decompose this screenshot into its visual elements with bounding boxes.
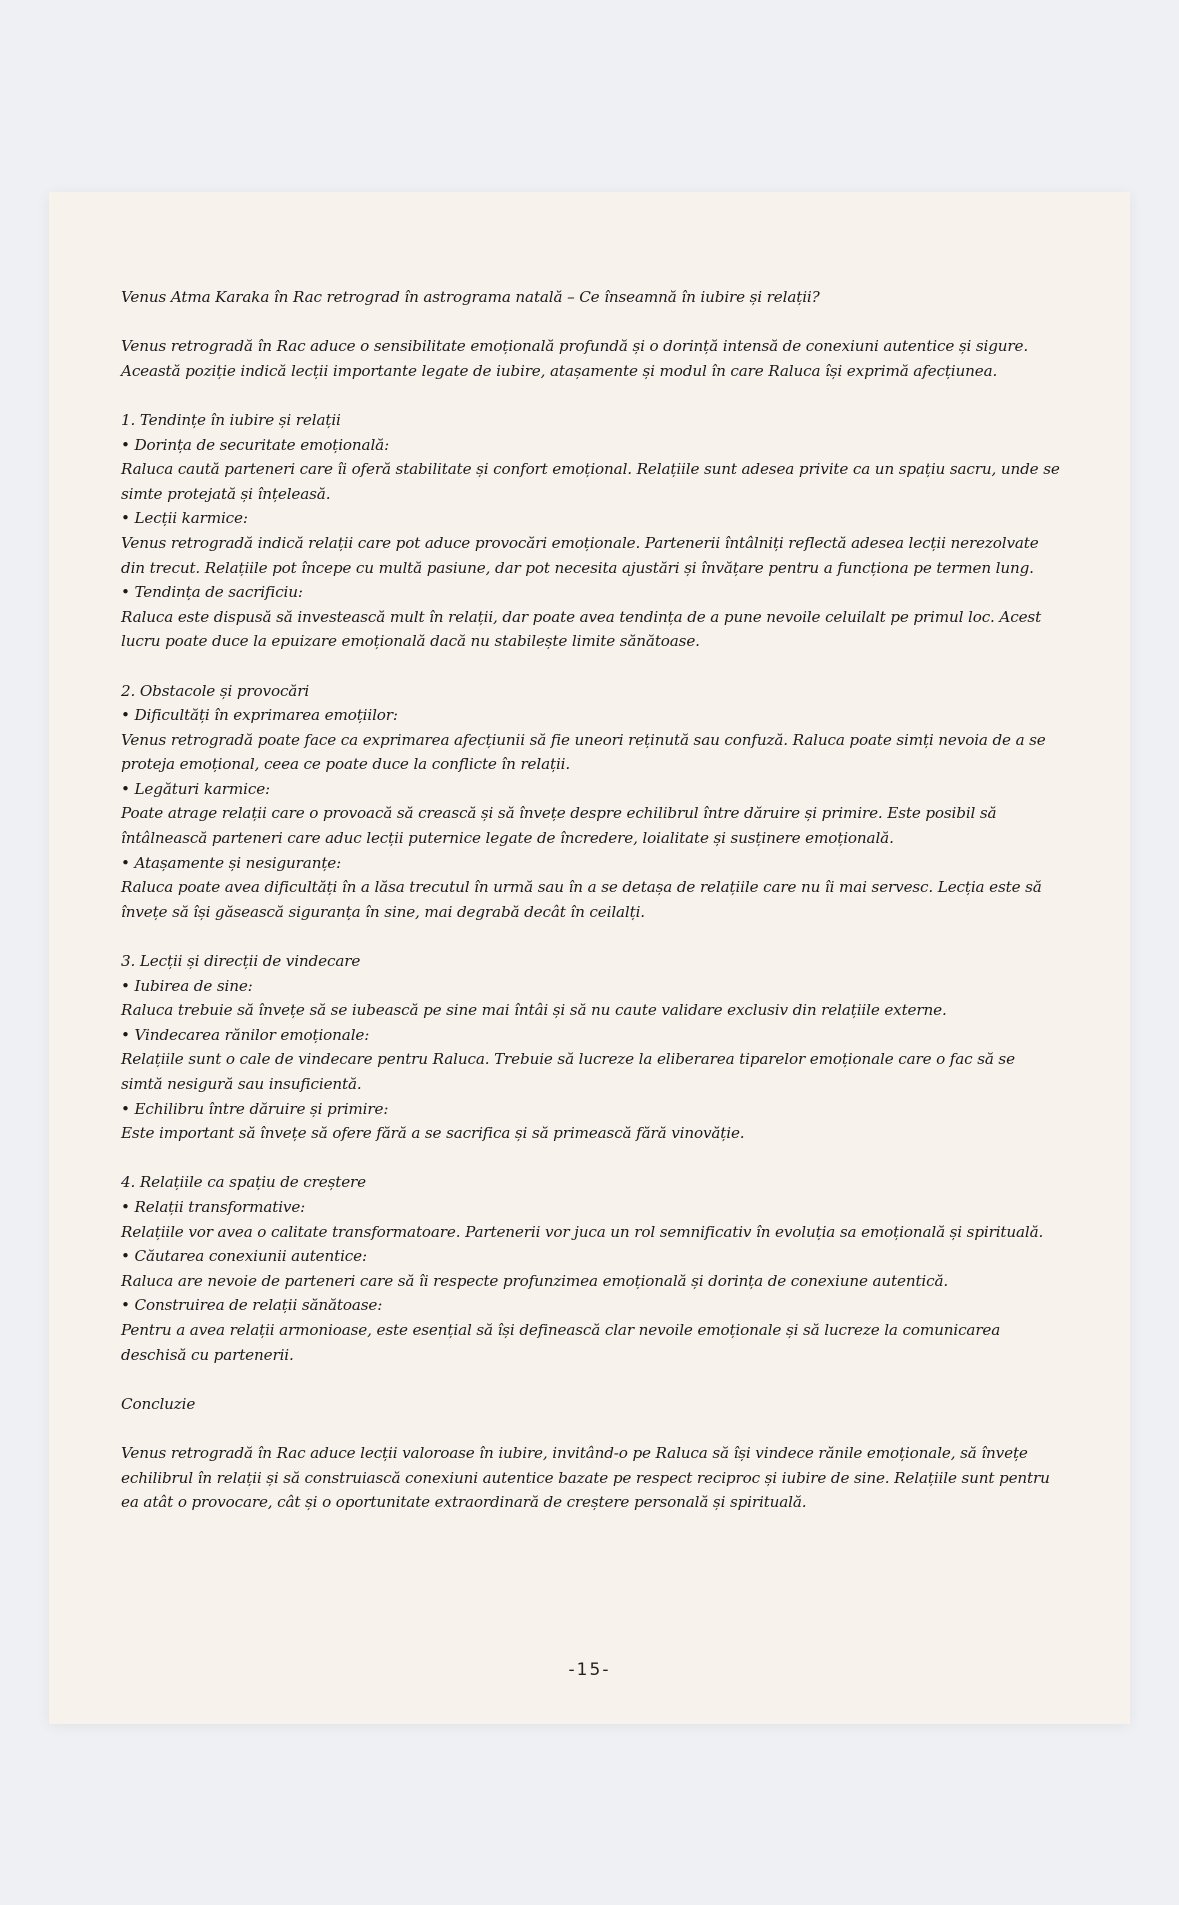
section-heading: 3. Lecții și direcții de vindecare — [121, 952, 361, 971]
bullet-label: • Lecții karmice: — [121, 509, 248, 528]
document-page — [49, 192, 1130, 1724]
section-heading: 4. Relațiile ca spațiu de creștere — [121, 1173, 366, 1192]
bullet-text: Relațiile vor avea o calitate transformatoare. Partenerii vor juca un rol semnificativ în evoluția sa emoțională și spirituală. — [121, 1222, 1044, 1241]
spacer — [121, 310, 1061, 335]
bullet-text: Raluca trebuie să învețe să se iubească pe sine mai întâi și să nu caute validare exclusiv din relațiile externe. — [121, 1001, 947, 1020]
conclusion-paragraph: Venus retrogradă în Rac aduce lecții valoroase în iubire, invitând-o pe Raluca să își vindece rănile emoționale, să învețe echilibrul în relații și să construiască conexiuni autentice bazate pe respect reciproc și iubire de sine. Relațiile sunt pentru ea atât o provocare, cât și o oportunitate extraordinară de creștere personală și spirituală. — [121, 1443, 1050, 1512]
bullet-label: • Iubirea de sine: — [121, 976, 253, 995]
page-content — [121, 285, 1061, 1515]
section-heading: 1. Tendințe în iubire și relații — [121, 410, 341, 429]
intro-paragraph: Venus retrogradă în Rac aduce o sensibilitate emoțională profundă și o dorință intensă de conexiuni autentice și sigure. Această poziție indică lecții importante legate de iubire, atașamente și modul în care Raluca își exprimă afecțiunea. — [121, 337, 1029, 380]
bullet-text: Raluca are nevoie de parteneri care să îi respecte profunzimea emoțională și dorința de conexiune autentică. — [121, 1271, 949, 1290]
bullet-label: • Căutarea conexiunii autentice: — [121, 1247, 367, 1266]
bullet-label: • Construirea de relații sănătoase: — [121, 1296, 383, 1315]
spacer — [121, 1416, 1061, 1441]
bullet-label: • Atașamente și nesiguranțe: — [121, 853, 342, 872]
bullet-text: Venus retrogradă poate face ca exprimarea afecțiunii să fie uneori reținută sau confuză. Raluca poate simți nevoia de a se proteja emoțional, ceea ce poate duce la conflicte în relații. — [121, 730, 1046, 774]
bullet-label: • Tendința de sacrificiu: — [121, 583, 303, 602]
spacer — [121, 1367, 1061, 1392]
bullet-text: Poate atrage relații care o provoacă să crească și să învețe despre echilibrul între dăruire și primire. Este posibil să întâlnească parteneri care aduc lecții puternice legate de încredere, loialitate și susținere emoțională. — [121, 804, 997, 848]
bullet-text: Venus retrogradă indică relații care pot aduce provocări emoționale. Partenerii întâlniți reflectă adesea lecții nerezolvate din trecut. Relațiile pot începe cu multă pasiune, dar pot necesita ajustări și învățare pentru a funcționa pe termen lung. — [121, 533, 1039, 577]
spacer — [121, 924, 1061, 949]
spacer — [121, 654, 1061, 679]
section-heading: 2. Obstacole și provocări — [121, 681, 310, 700]
spacer — [121, 383, 1061, 408]
bullet-text: Este important să învețe să ofere fără a se sacrifica și să primească fără vinovăție. — [121, 1124, 745, 1143]
bullet-text: Pentru a avea relații armonioase, este esențial să își definească clar nevoile emoționale și să lucreze la comunicarea deschisă cu partenerii. — [121, 1320, 1001, 1364]
bullet-label: • Relații transformative: — [121, 1197, 306, 1216]
bullet-text: Relațiile sunt o cale de vindecare pentru Raluca. Trebuie să lucreze la eliberarea tiparelor emoționale care o fac să se simtă nesigură sau insuficientă. — [121, 1050, 1015, 1093]
bullet-text: Raluca caută parteneri care îi oferă stabilitate și confort emoțional. Relațiile sunt adesea privite ca un spațiu sacru, unde se simte protejată și înțeleasă. — [121, 460, 1060, 503]
bullet-text: Raluca poate avea dificultăți în a lăsa trecutul în urmă sau în a se detașa de relațiile care nu îi mai servesc. Lecția este să învețe să își găsească siguranța în sine, mai degrabă decât în ceilalți. — [121, 878, 1042, 921]
page-number: -15- — [568, 1660, 611, 1680]
conclusion-heading: Concluzie — [121, 1394, 196, 1413]
bullet-label: • Echilibru între dăruire și primire: — [121, 1099, 389, 1118]
bullet-label: • Vindecarea rănilor emoționale: — [121, 1025, 370, 1044]
bullet-label: • Dificultăți în exprimarea emoțiilor: — [121, 706, 398, 725]
document-title: Venus Atma Karaka în Rac retrograd în astrograma natală – Ce înseamnă în iubire și relații? — [121, 288, 820, 306]
bullet-text: Raluca este dispusă să investească mult în relații, dar poate avea tendința de a pune nevoile celuilalt pe primul loc. Acest lucru poate duce la epuizare emoțională dacă nu stabilește limite sănătoase. — [121, 607, 1042, 651]
spacer — [121, 1146, 1061, 1171]
bullet-label: • Dorința de securitate emoțională: — [121, 435, 390, 454]
bullet-label: • Legături karmice: — [121, 779, 271, 798]
